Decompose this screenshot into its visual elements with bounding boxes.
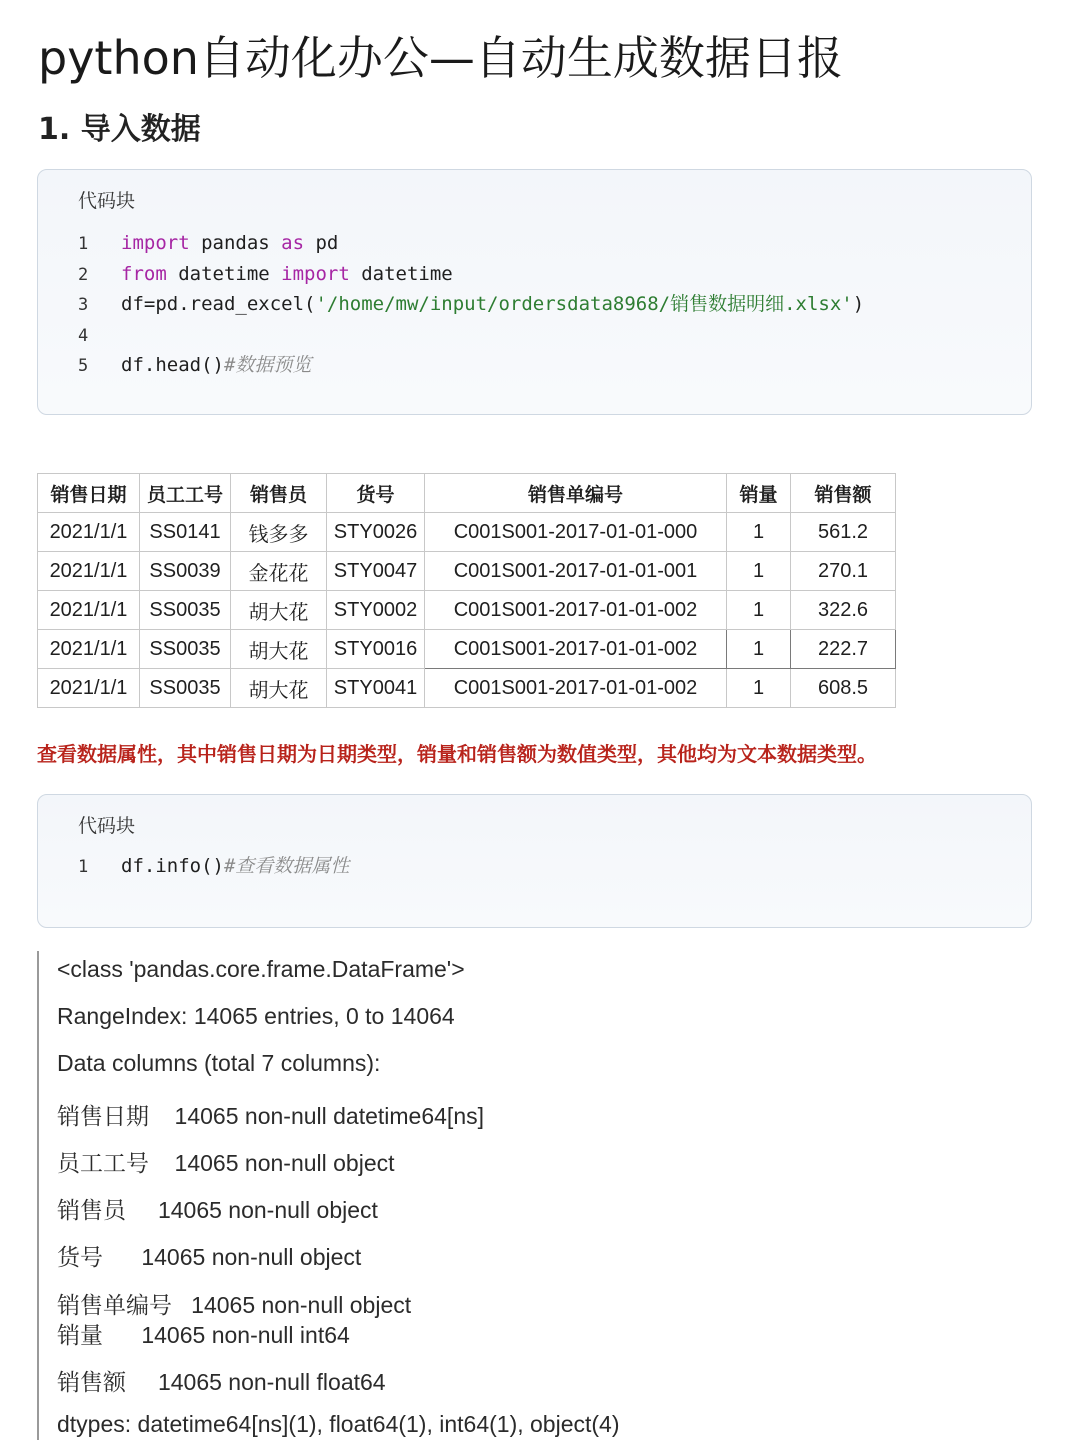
code-text: df.head()	[121, 354, 224, 376]
table-cell: SS0141	[140, 513, 231, 552]
table-cell: 胡大花	[231, 591, 327, 630]
line-number: 3	[78, 295, 89, 315]
table-cell: C001S001-2017-01-01-000	[425, 513, 727, 552]
table-cell: 608.5	[791, 669, 896, 708]
table-cell: 金花花	[231, 552, 327, 591]
line-number: 5	[78, 356, 89, 376]
output-line: dtypes: datetime64[ns](1), float64(1), int64(1), object(4)	[57, 1411, 620, 1437]
table-cell: STY0041	[327, 669, 425, 708]
code-line	[78, 320, 1021, 351]
table-cell: 2021/1/1	[38, 513, 140, 552]
table-cell: 322.6	[791, 591, 896, 630]
code-keyword: import	[121, 232, 190, 254]
table-cell: 胡大花	[231, 630, 327, 669]
table-cell: 2021/1/1	[38, 669, 140, 708]
code-comment: #查看数据属性	[223, 855, 350, 877]
column-header: 货号	[327, 474, 425, 513]
table-cell: C001S001-2017-01-01-002	[425, 591, 727, 630]
code-block-import	[37, 169, 1032, 415]
code-line	[78, 259, 1021, 290]
code-line	[78, 289, 1021, 320]
data-preview-table	[37, 473, 896, 708]
code-text: pandas	[189, 232, 282, 254]
table-cell: C001S001-2017-01-01-002	[425, 669, 727, 708]
output-line: Data columns (total 7 columns):	[57, 1050, 381, 1076]
info-output-block	[37, 951, 1039, 1440]
line-number: 1	[78, 234, 89, 254]
table-cell: 222.7	[791, 630, 896, 669]
table-cell: STY0002	[327, 591, 425, 630]
code-block-label: 代码块	[78, 190, 136, 212]
table-cell: C001S001-2017-01-01-001	[425, 552, 727, 591]
code-text: df.info()	[121, 855, 224, 877]
table-cell: 胡大花	[231, 669, 327, 708]
code-keyword: import	[281, 262, 350, 285]
code-block-label: 代码块	[78, 815, 136, 837]
code-text: pd	[304, 232, 339, 254]
code-lines	[78, 851, 1021, 882]
column-header: 销售额	[791, 474, 896, 513]
table-cell: 561.2	[791, 513, 896, 552]
output-line: <class 'pandas.core.frame.DataFrame'>	[57, 956, 465, 982]
table-cell: SS0035	[140, 591, 231, 630]
line-number: 2	[78, 264, 89, 285]
table-cell: SS0035	[140, 669, 231, 708]
column-header: 销售日期	[38, 474, 140, 513]
column-header: 销售员	[231, 474, 327, 513]
table-row	[38, 669, 896, 708]
page-title: python自动化办公—自动生成数据日报	[38, 31, 843, 85]
table-row	[38, 552, 896, 591]
table-cell: C001S001-2017-01-01-002	[425, 630, 727, 669]
column-header: 销量	[727, 474, 791, 513]
table-row	[38, 591, 896, 630]
table-cell: 2021/1/1	[38, 591, 140, 630]
code-comment: #数据预览	[223, 354, 312, 376]
code-string: '/home/mw/input/ordersdata8968/销售数据明细.xlsx'	[315, 293, 853, 315]
table-cell: STY0016	[327, 630, 425, 669]
line-number: 1	[78, 857, 89, 877]
line-number: 4	[78, 325, 89, 346]
table-cell: 2021/1/1	[38, 630, 140, 669]
code-keyword: as	[281, 232, 305, 254]
code-block-info	[37, 794, 1032, 928]
table-row	[38, 630, 896, 669]
table-cell: SS0039	[140, 552, 231, 591]
output-line: 货号 14065 non-null object	[57, 1244, 362, 1270]
code-line	[78, 851, 1021, 882]
table-cell: 1	[727, 552, 791, 591]
table-cell: STY0047	[327, 552, 425, 591]
code-line	[78, 350, 1021, 381]
code-text: df=pd.read_excel(	[121, 293, 316, 315]
output-line: 销售日期 14065 non-null datetime64[ns]	[57, 1103, 485, 1129]
code-text: datetime	[166, 262, 282, 285]
section-heading: 1. 导入数据	[38, 112, 201, 147]
code-lines	[78, 228, 1021, 381]
table-cell: 1	[727, 630, 791, 669]
table-header-row	[38, 474, 896, 513]
output-line: 销量 14065 non-null int64	[57, 1322, 350, 1348]
column-header: 销售单编号	[425, 474, 727, 513]
output-line: 销售单编号 14065 non-null object	[57, 1292, 412, 1318]
output-line: 员工工号 14065 non-null object	[57, 1150, 395, 1176]
table-cell: SS0035	[140, 630, 231, 669]
code-text: )	[852, 293, 865, 315]
table-cell: 1	[727, 513, 791, 552]
table-row	[38, 513, 896, 552]
table-cell: 1	[727, 591, 791, 630]
column-header: 员工工号	[140, 474, 231, 513]
table-cell: STY0026	[327, 513, 425, 552]
output-line: RangeIndex: 14065 entries, 0 to 14064	[57, 1003, 455, 1029]
code-line	[78, 228, 1021, 259]
table-cell: 270.1	[791, 552, 896, 591]
table-cell: 1	[727, 669, 791, 708]
table-cell: 钱多多	[231, 513, 327, 552]
code-text: datetime	[349, 262, 453, 285]
attribute-note: 查看数据属性，其中销售日期为日期类型，销量和销售额为数值类型，其他均为文本数据类型。	[37, 742, 877, 766]
table-cell: 2021/1/1	[38, 552, 140, 591]
code-keyword: from	[121, 262, 167, 285]
output-line: 销售员 14065 non-null object	[57, 1197, 378, 1223]
output-line: 销售额 14065 non-null float64	[57, 1369, 386, 1395]
